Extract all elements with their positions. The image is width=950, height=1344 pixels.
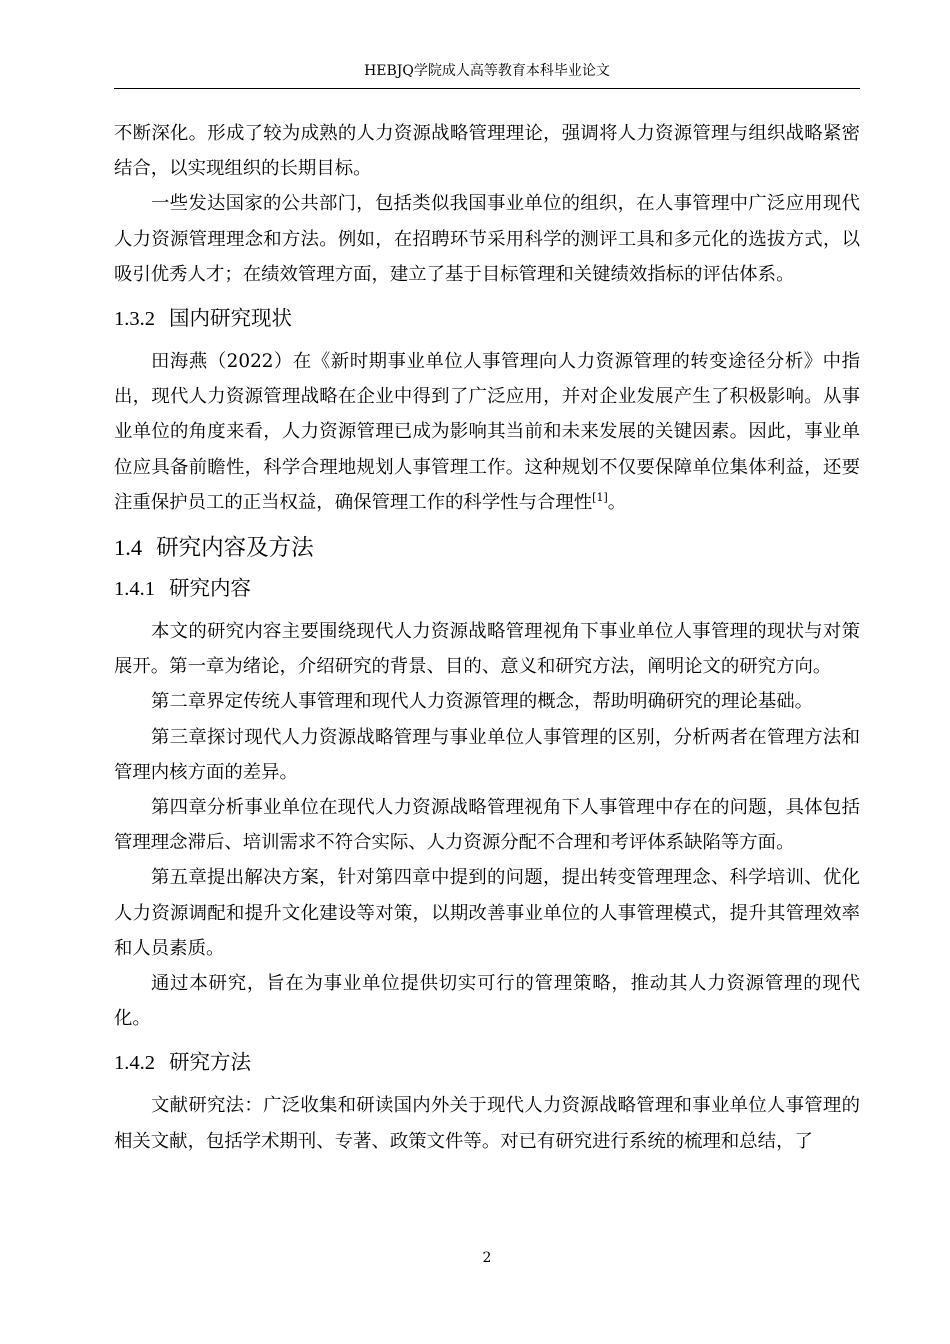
- paragraph: 第三章探讨现代人力资源战略管理与事业单位人事管理的区别，分析两者在管理方法和管理内核方面的差异。: [114, 726, 860, 783]
- paragraph-end: 。: [607, 491, 627, 513]
- paragraph: 第四章分析事业单位在现代人力资源战略管理视角下人事管理中存在的问题，具体包括管理理念滞后、培训需求不符合实际、人力资源分配不合理和考评体系缺陷等方面。: [114, 797, 860, 854]
- paragraph: 一些发达国家的公共部门，包括类似我国事业单位的组织，在人事管理中广泛应用现代人力资源管理理念和方法。例如，在招聘环节采用科学的测评工具和多元化的选拔方式，以吸引优秀人才；在绩效管理方面，建立了基于目标管理和关键绩效指标的评估体系。: [114, 193, 860, 285]
- section-title: 国内研究现状: [169, 306, 292, 331]
- header-rule: [114, 88, 860, 89]
- section-heading-1-4-1: [114, 575, 860, 602]
- section-title: 研究内容及方法: [156, 535, 314, 562]
- paragraph: 本文的研究内容主要围绕现代人力资源战略管理视角下事业单位人事管理的现状与对策展开。第一章为绪论，介绍研究的背景、目的、意义和研究方法，阐明论文的研究方向。: [114, 621, 860, 678]
- paragraph: 文献研究法：广泛收集和研读国内外关于现代人力资源战略管理和事业单位人事管理的相关文献，包括学术期刊、专著、政策文件等。对已有研究进行系统的梳理和总结，了: [114, 1095, 860, 1152]
- citation-marker: [1]: [592, 490, 608, 504]
- paragraph: 通过本研究，旨在为事业单位提供切实可行的管理策略，推动其人力资源管理的现代化。: [114, 973, 860, 1030]
- section-number: 1.3.2: [114, 308, 155, 331]
- section-title: 研究内容: [169, 576, 251, 601]
- section-number: 1.4.2: [114, 1052, 155, 1075]
- section-title: 研究方法: [169, 1050, 251, 1075]
- section-number: 1.4.1: [114, 578, 155, 601]
- paragraph: 第二章界定传统人事管理和现代人力资源管理的概念，帮助明确研究的理论基础。: [151, 691, 814, 713]
- paragraph: 第五章提出解决方案，针对第四章中提到的问题，提出转变管理理念、科学培训、优化人力资源调配和提升文化建设等对策，以期改善事业单位的人事管理模式，提升其管理效率和人员素质。: [114, 867, 860, 959]
- section-heading-1-4-2: [114, 1049, 860, 1076]
- paragraph: 不断深化。形成了较为成熟的人力资源战略管理理论，强调将人力资源管理与组织战略紧密结合，以实现组织的长期目标。: [114, 123, 860, 180]
- page-header: HEBJQ学院成人高等教育本科毕业论文: [364, 63, 610, 79]
- document-body: [114, 116, 860, 1159]
- section-heading-1-4: [114, 534, 860, 562]
- section-heading-1-3-2: [114, 305, 860, 332]
- paragraph: [114, 344, 860, 520]
- page-number: 2: [482, 1250, 492, 1266]
- paragraph-text: 田海燕（2022）在《新时期事业单位人事管理向人力资源管理的转变途径分析》中指出，现代人力资源管理战略在企业中得到了广泛应用，并对企业发展产生了积极影响。从事业单位的角度来看，人力资源管理已成为影响其当前和未来发展的关键因素。因此，事业单位应具备前瞻性，科学合理地规划人事管理工作。这种规划不仅要保障单位集体利益，还要注重保护员工的正当权益，确保管理工作的科学性与合理性: [114, 351, 860, 513]
- section-number: 1.4: [114, 535, 143, 561]
